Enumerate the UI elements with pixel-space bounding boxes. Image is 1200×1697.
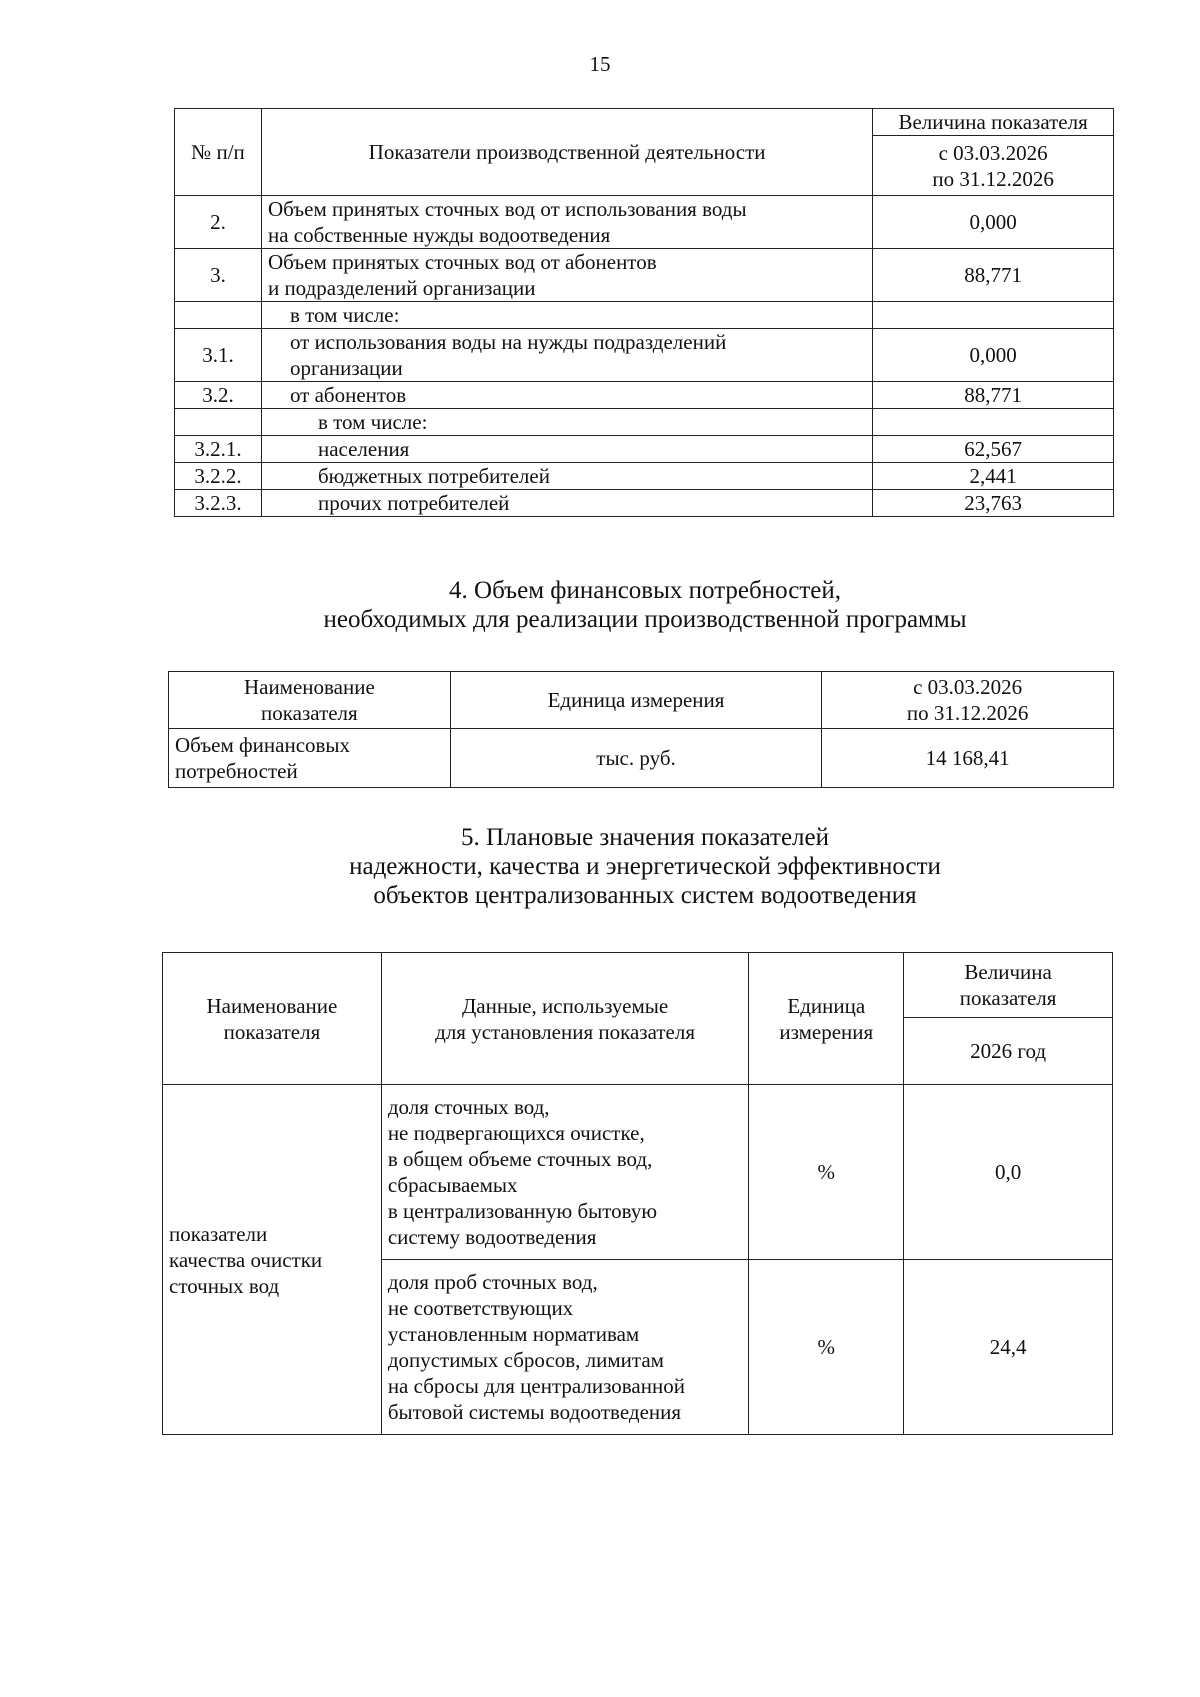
row-value: 0,000 — [873, 196, 1114, 249]
row-num — [175, 409, 262, 436]
header-data: Данные, используемые для установления показателя — [381, 953, 749, 1085]
row-value — [873, 302, 1114, 329]
row-value: 14 168,41 — [822, 729, 1114, 788]
header-period: с 03.03.2026 по 31.12.2026 — [822, 672, 1114, 729]
row-num — [175, 302, 262, 329]
row-indicator: бюджетных потребителей — [261, 463, 872, 490]
row-value: 62,567 — [873, 436, 1114, 463]
header-name: Наименование показателя — [163, 953, 382, 1085]
header-value-title: Величина показателя — [873, 109, 1114, 136]
table-row — [175, 302, 1114, 329]
row-value: 88,771 — [873, 382, 1114, 409]
row-indicator: от использования воды на нужды подразделений организации — [261, 329, 872, 382]
row-value: 88,771 — [873, 249, 1114, 302]
row-num: 3. — [175, 249, 262, 302]
table-row — [163, 1085, 1113, 1260]
production-indicators-table — [174, 108, 1114, 517]
row-indicator: в том числе: — [261, 302, 872, 329]
header-period: с 03.03.2026 по 31.12.2026 — [873, 136, 1114, 196]
row-indicator: от абонентов — [261, 382, 872, 409]
row-name: Объем финансовых потребностей — [169, 729, 451, 788]
row-value: 23,763 — [873, 490, 1114, 517]
table-row — [175, 329, 1114, 382]
table-row — [175, 409, 1114, 436]
row-value: 0,0 — [904, 1085, 1113, 1260]
header-unit: Единица измерения — [749, 953, 904, 1085]
section-4-title: 4. Объем финансовых потребностей, необходимых для реализации производственной программы — [323, 577, 967, 633]
table-row — [175, 490, 1114, 517]
row-num: 3.2.1. — [175, 436, 262, 463]
table-row — [175, 463, 1114, 490]
row-unit: тыс. руб. — [450, 729, 822, 788]
row-indicator: Объем принятых сточных вод от абонентов и подразделений организации — [261, 249, 872, 302]
row-indicator: прочих потребителей — [261, 490, 872, 517]
row-unit: % — [749, 1085, 904, 1260]
row-num: 3.1. — [175, 329, 262, 382]
table-row — [175, 196, 1114, 249]
financial-needs-table — [168, 671, 1114, 788]
header-name: Наименование показателя — [169, 672, 451, 729]
table-row — [175, 249, 1114, 302]
row-indicator: в том числе: — [261, 409, 872, 436]
row-data: доля проб сточных вод, не соответствующих установленным нормативам допустимых сбросов, лимитам на сбросы для централизованной бытовой системы водоотведения — [381, 1260, 749, 1435]
header-value: Величина показателя — [904, 953, 1113, 1018]
table-header-row — [175, 109, 1114, 136]
table-row — [169, 729, 1114, 788]
row-value: 24,4 — [904, 1260, 1113, 1435]
header-unit: Единица измерения — [450, 672, 822, 729]
row-num: 3.2. — [175, 382, 262, 409]
page-number: 15 — [589, 52, 611, 76]
reliability-indicators-table — [162, 952, 1113, 1435]
table-header-row — [163, 953, 1113, 1018]
row-indicator: населения — [261, 436, 872, 463]
table-header-row — [169, 672, 1114, 729]
header-year: 2026 год — [904, 1018, 1113, 1085]
row-data: доля сточных вод, не подвергающихся очистке, в общем объеме сточных вод, сбрасываемых в централизованную бытовую систему водоотведения — [381, 1085, 749, 1260]
section-5-title: 5. Плановые значения показателей надежности, качества и энергетической эффективности объектов централизованных систем водоотведения — [349, 824, 941, 909]
group-name: показатели качества очистки сточных вод — [163, 1085, 382, 1435]
row-value — [873, 409, 1114, 436]
table-row — [175, 436, 1114, 463]
row-indicator: Объем принятых сточных вод от использования воды на собственные нужды водоотведения — [261, 196, 872, 249]
row-unit: % — [749, 1260, 904, 1435]
header-indicator: Показатели производственной деятельности — [261, 109, 872, 196]
table-row — [175, 382, 1114, 409]
row-value: 0,000 — [873, 329, 1114, 382]
header-num: № п/п — [175, 109, 262, 196]
row-num: 3.2.2. — [175, 463, 262, 490]
row-num: 2. — [175, 196, 262, 249]
row-value: 2,441 — [873, 463, 1114, 490]
row-num: 3.2.3. — [175, 490, 262, 517]
